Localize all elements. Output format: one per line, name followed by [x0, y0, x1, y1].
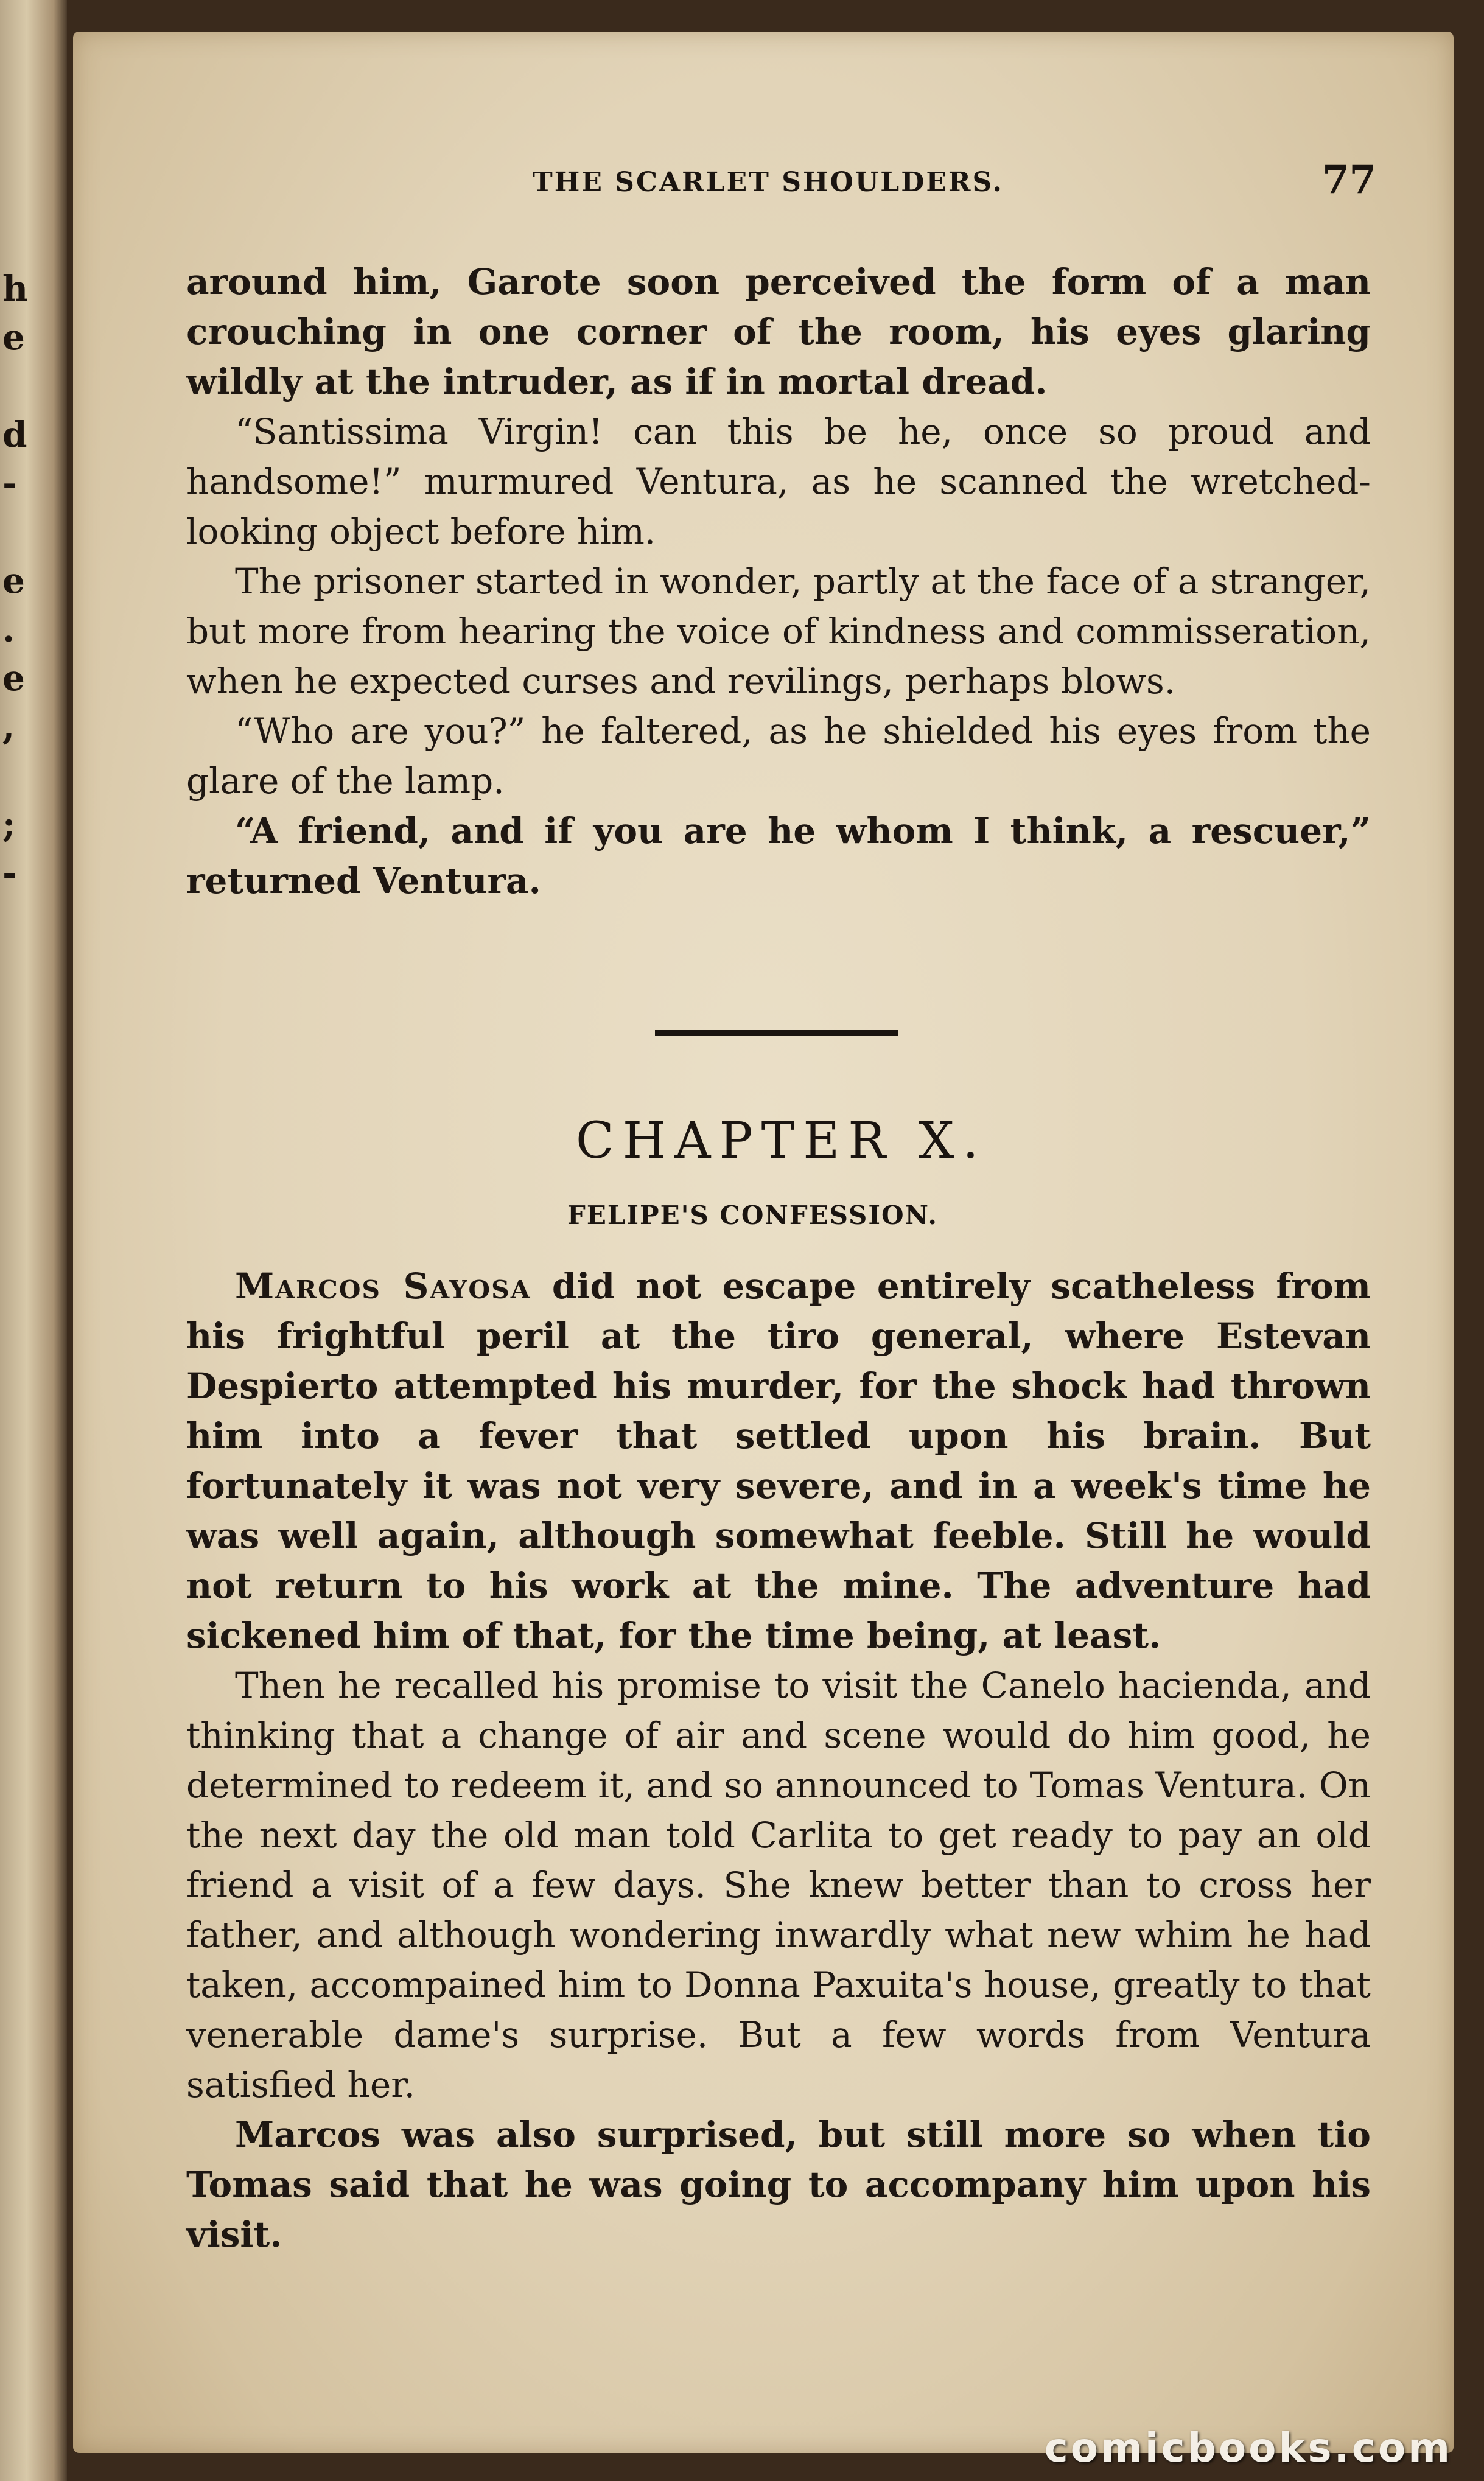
paragraph: “A friend, and if you are he whom I think, a rescuer,” returned Ventura.: [186, 810, 1371, 901]
book-page: [73, 32, 1454, 2453]
chapter-title: CHAPTER X.: [576, 1112, 987, 1170]
chapter-opening-paragraph: [186, 1261, 1371, 1660]
chapter-subtitle: FELIPE'S CONFESSION.: [567, 1200, 938, 1230]
book-spine: [0, 0, 67, 2481]
spine-fragment: e: [2, 657, 25, 699]
body-text-after-chapter: [186, 1261, 1371, 2259]
body-text-before-chapter: [186, 257, 1371, 906]
page-number: 77: [1322, 157, 1377, 203]
watermark: comicbooks.com: [1044, 2424, 1452, 2471]
spine-fragment: e: [2, 317, 25, 358]
spine-fragment: -: [2, 463, 18, 504]
spine-fragment: ;: [2, 803, 16, 845]
paragraph: Marcos was also surprised, but still more so when tio Tomas said that he was going to accompany him upon his visit.: [186, 2114, 1371, 2255]
spine-fragment: .: [2, 609, 15, 650]
spine-fragment: ,: [2, 706, 15, 747]
running-header: THE SCARLET SHOULDERS.: [533, 167, 1004, 198]
paragraph: Then he recalled his promise to visit the Canelo hacienda, and thinking that a change of air and scene would do him good, he determined to redeem it, and so announced to Tomas Ventura. On the next day the old man told Carlita to get ready to pay an old friend a visit of a few days. She knew better than to cross her father, and although wondering inwardly what new whim he had taken, accompained him to Donna Paxuita's house, greatly to that venerable dame's surprise. But a few words from Ventura satisfied her.: [186, 1665, 1371, 2105]
spine-fragment: h: [2, 268, 29, 309]
opening-text: did not escape entirely scatheless from his frightful peril at the tiro general, where Estevan Despierto attempted his murder, for the shock had thrown him into a fever that settled upon his brain. But fortunately it was not very severe, and in a week's time he was well again, although somewhat feeble. Still he would not return to his work at the mine. The adventure had sickened him of that, for the time being, at least.: [186, 1265, 1371, 1656]
opening-name: Marcos Sayosa: [235, 1265, 531, 1307]
paragraph: “Santissima Virgin! can this be he, once so proud and handsome!” murmured Ventura, as he scanned the wretched-looking object before him.: [186, 411, 1371, 552]
paragraph: The prisoner started in wonder, partly at the face of a stranger, but more from hearing the voice of kindness and commisseration, when he expected curses and revilings, perhaps blows.: [186, 561, 1371, 702]
spine-fragment: d: [2, 414, 27, 455]
section-divider: [655, 1030, 898, 1036]
spine-fragment: e: [2, 560, 25, 601]
paragraph: “Who are you?” he faltered, as he shielded his eyes from the glare of the lamp.: [186, 710, 1371, 802]
spine-fragment: -: [2, 852, 18, 894]
paragraph: around him, Garote soon perceived the form of a man crouching in one corner of the room, his eyes glaring wildly at the intruder, as if in mortal dread.: [186, 261, 1371, 402]
